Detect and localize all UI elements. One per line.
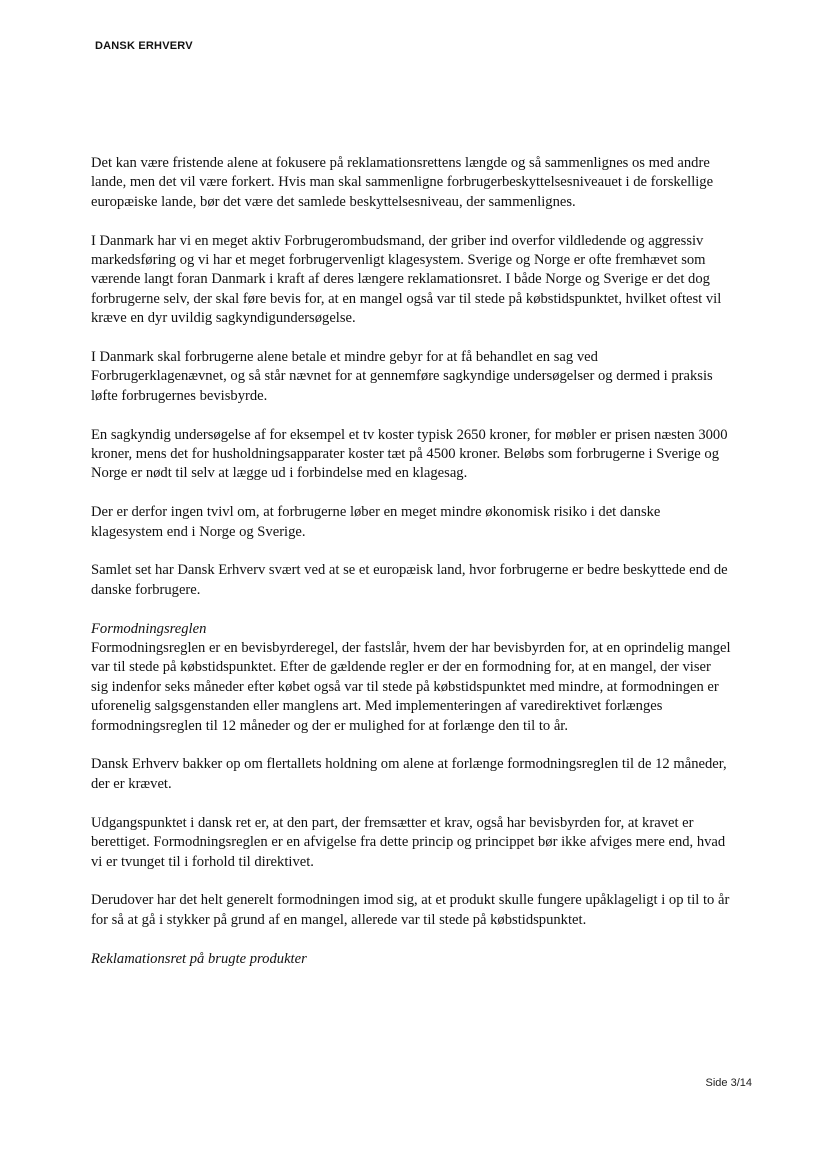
paragraph: Det kan være fristende alene at fokusere på reklamationsrettens længde og så sammenlignes os med andre lande, men det vil være forkert. Hvis man skal sammenligne forbrugerbeskyttelsesniveauet i de forskellige europæiske lande, bør det være det samlede beskyttelsesniveau, der sammenlignes. xyxy=(91,155,714,210)
paragraph: En sagkyndig undersøgelse af for eksempel et tv koster typisk 2650 kroner, for møbler er prisen næsten 3000 kroner, mens det for husholdningsapparater koster tæt på 4500 kroner. Beløbs som forbrugerne i Sverige og Norge er nødt til selv at lægge ud i forbindelse med en klagesag. xyxy=(91,426,728,482)
section-heading: Formodningsreglen xyxy=(91,620,207,637)
paragraph: I Danmark har vi en meget aktiv Forbrugerombudsmand, der griber ind overfor vildledende og aggressiv markedsføring og vi har et meget forbrugervenligt klagesystem. Sverige og Norge er ofte fremhævet som værende langt foran Danmark i kraft af deres længere reklamationsret. I både Norge og Sverige er det dog forbrugerne selv, der skal føre bevis for, at en mangel også var til stede på købstidspunktet, hvilket oftest vil kræve en dyr uvildig sagkyndigundersøgelse. xyxy=(91,232,722,327)
paragraph: Dansk Erhverv bakker op om flertallets holdning om alene at forlænge formodningsreglen til de 12 måneder, der er krævet. xyxy=(91,756,727,792)
paragraph: Formodningsreglen er en bevisbyrderegel, der fastslår, hvem der har bevisbyrden for, at en oprindelig mangel var til stede på købstidspunktet. Efter de gældende regler er der en formodning for, at en mangel, der viser sig indenfor seks måneder efter købet også var til stede på købstidspunktet med mindre, at formodningen er uforenelig salgsgenstanden eller manglens art. Med implementeringen af varedirektivet forlænges formodningsreglen til 12 måneder og der er mulighed for at forlænge den til to år. xyxy=(91,640,731,734)
paragraph: Derudover har det helt generelt formodningen imod sig, at et produkt skulle fungere upåklageligt i op til to år for så at gå i stykker på grund af en mangel, allerede var til stede på købstidspunktet. xyxy=(91,892,730,928)
paragraph: Samlet set har Dansk Erhverv svært ved at se et europæisk land, hvor forbrugerne er bedre beskyttede end de danske forbrugere. xyxy=(91,562,728,598)
paragraph: Udgangspunktet i dansk ret er, at den part, der fremsætter et krav, også har bevisbyrden for, at kravet er berettiget. Formodningsreglen er en afvigelse fra dette princip og princippet bør ikke afviges mere end, hvad vi er tvunget til i forhold til direktivet. xyxy=(91,814,726,870)
section-heading: Reklamationsret på brugte produkter xyxy=(91,950,307,967)
document-body xyxy=(91,154,731,969)
paragraph: I Danmark skal forbrugerne alene betale et mindre gebyr for at få behandlet en sag ved Forbrugerklagenævnet, og så står nævnet for at gennemføre sagkyndige undersøgelser og dermed i praksis løfte forbrugernes bevisbyrde. xyxy=(91,349,713,404)
paragraph: Der er derfor ingen tvivl om, at forbrugerne løber en meget mindre økonomisk risiko i det danske klagesystem end i Norge og Sverige. xyxy=(91,504,661,540)
organization-header: DANSK ERHVERV xyxy=(95,40,193,52)
page-number: Side 3/14 xyxy=(705,1077,752,1089)
